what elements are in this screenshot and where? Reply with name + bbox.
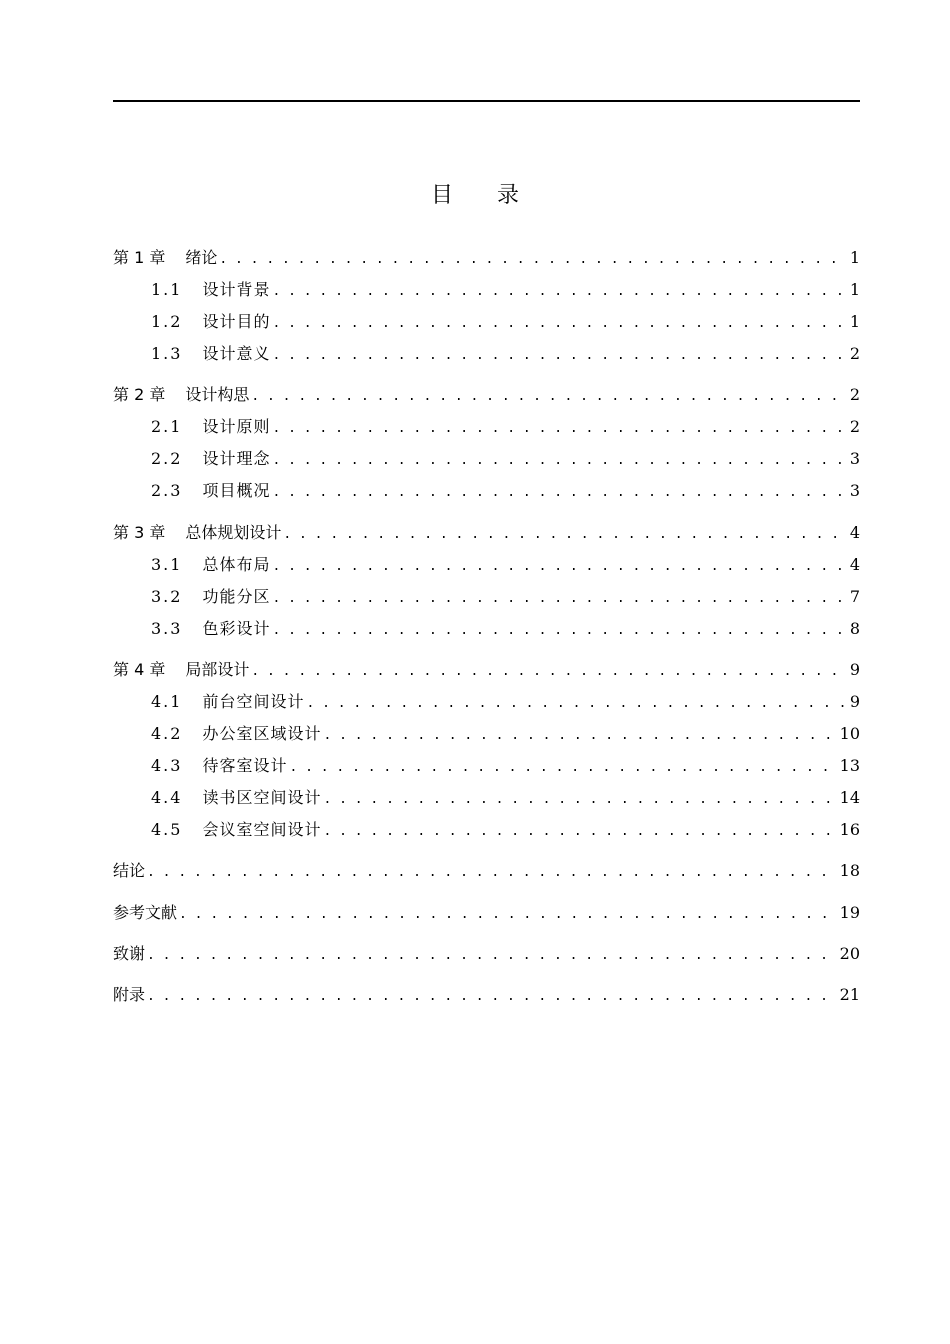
toc-entry-label: 局部设计 bbox=[185, 660, 250, 679]
toc-entry-label: 总体规划设计 bbox=[185, 523, 282, 542]
toc-entry-label: 设计原则 bbox=[202, 417, 271, 436]
toc-entry-page: 10 bbox=[839, 724, 860, 743]
toc-entry-number: 4.2 bbox=[151, 724, 183, 743]
toc-entry-page: 21 bbox=[839, 985, 860, 1004]
toc-entry-number: 3.3 bbox=[151, 619, 183, 638]
toc-entry-number: 2.2 bbox=[151, 449, 183, 468]
toc-entry-page: 18 bbox=[839, 861, 860, 880]
toc-entry[interactable] bbox=[113, 521, 860, 545]
toc-entry[interactable] bbox=[113, 690, 860, 714]
toc-entry-page: 16 bbox=[839, 820, 860, 839]
toc-entry[interactable] bbox=[113, 310, 860, 334]
toc-entry-page: 14 bbox=[839, 788, 860, 807]
toc-entry-number: 4.1 bbox=[151, 692, 183, 711]
toc-leader-dots bbox=[272, 619, 847, 643]
toc-leader-dots bbox=[147, 985, 838, 1009]
toc-entry-page: 8 bbox=[849, 619, 860, 638]
toc-entry[interactable] bbox=[113, 658, 860, 682]
toc-entry-label: 结论 bbox=[113, 861, 146, 880]
toc-entry-number: 4.3 bbox=[151, 756, 183, 775]
toc-entry[interactable] bbox=[113, 901, 860, 925]
toc-entry-page: 13 bbox=[839, 756, 860, 775]
toc-entry-label: 设计目的 bbox=[202, 312, 271, 331]
toc-entry-label: 致谢 bbox=[113, 944, 146, 963]
toc-entry[interactable] bbox=[113, 383, 860, 407]
toc-title: 目 录 bbox=[430, 183, 519, 208]
toc-entry-page: 4 bbox=[849, 555, 860, 574]
toc-entry-number: 4.5 bbox=[151, 820, 183, 839]
toc-entry-label: 项目概况 bbox=[202, 481, 271, 500]
toc-entry-page: 3 bbox=[849, 449, 860, 468]
toc-entry-page: 9 bbox=[849, 660, 860, 679]
toc-leader-dots bbox=[272, 481, 847, 505]
toc-entry[interactable] bbox=[113, 942, 860, 966]
toc-entry-label: 设计意义 bbox=[202, 344, 271, 363]
toc-entry-label: 读书区空间设计 bbox=[202, 788, 322, 807]
toc-entry[interactable] bbox=[113, 415, 860, 439]
toc-entry[interactable] bbox=[113, 617, 860, 641]
toc-entry-label: 绪论 bbox=[185, 248, 218, 267]
toc-leader-dots bbox=[283, 523, 847, 547]
toc-leader-dots bbox=[179, 903, 838, 927]
toc-entry[interactable] bbox=[113, 447, 860, 471]
toc-leader-dots bbox=[219, 248, 847, 272]
toc-leader-dots bbox=[272, 555, 847, 579]
toc-entry-number: 第 1 章 bbox=[113, 248, 166, 267]
toc-entry[interactable] bbox=[113, 818, 860, 842]
toc-leader-dots bbox=[323, 820, 837, 844]
toc-entry-label: 办公室区域设计 bbox=[202, 724, 322, 743]
toc-entry-label: 设计背景 bbox=[202, 280, 271, 299]
toc-entry-page: 2 bbox=[849, 344, 860, 363]
toc-leader-dots bbox=[272, 417, 847, 441]
toc-leader-dots bbox=[251, 385, 847, 409]
toc-entry-page: 20 bbox=[839, 944, 860, 963]
toc-entry-label: 前台空间设计 bbox=[202, 692, 305, 711]
toc-entry[interactable] bbox=[113, 722, 860, 746]
toc-leader-dots bbox=[272, 312, 847, 336]
toc-entry-number: 3.1 bbox=[151, 555, 183, 574]
toc-leader-dots bbox=[323, 724, 837, 748]
toc-entry-label: 会议室空间设计 bbox=[202, 820, 322, 839]
toc-entry-number: 1.3 bbox=[151, 344, 183, 363]
toc-leader-dots bbox=[272, 280, 847, 304]
toc-entry-number: 4.4 bbox=[151, 788, 183, 807]
toc-entry-number: 第 4 章 bbox=[113, 660, 166, 679]
toc-entry-page: 4 bbox=[849, 523, 860, 542]
toc-entry-label: 色彩设计 bbox=[202, 619, 271, 638]
toc-entry[interactable] bbox=[113, 342, 860, 366]
toc-entry-number: 第 3 章 bbox=[113, 523, 166, 542]
toc-entry-label: 功能分区 bbox=[202, 587, 271, 606]
toc-entry-page: 1 bbox=[849, 312, 860, 331]
toc-entry-page: 2 bbox=[849, 385, 860, 404]
toc-entry-page: 19 bbox=[839, 903, 860, 922]
toc-entry-label: 待客室设计 bbox=[202, 756, 288, 775]
toc-entry-page: 2 bbox=[849, 417, 860, 436]
toc-entry[interactable] bbox=[113, 479, 860, 503]
header-rule bbox=[113, 100, 860, 102]
toc-leader-dots bbox=[251, 660, 847, 684]
toc-entry-page: 1 bbox=[849, 248, 860, 267]
toc-leader-dots bbox=[272, 344, 847, 368]
toc-entry-page: 7 bbox=[849, 587, 860, 606]
toc-leader-dots bbox=[306, 692, 847, 716]
toc-entry[interactable] bbox=[113, 246, 860, 270]
toc-entry-number: 第 2 章 bbox=[113, 385, 166, 404]
toc-entry-label: 总体布局 bbox=[202, 555, 271, 574]
toc-entry-label: 附录 bbox=[113, 985, 146, 1004]
toc-leader-dots bbox=[272, 587, 847, 611]
toc-entry[interactable] bbox=[113, 553, 860, 577]
toc-leader-dots bbox=[323, 788, 837, 812]
toc-entry-number: 2.1 bbox=[151, 417, 183, 436]
toc-entry-number: 3.2 bbox=[151, 587, 183, 606]
toc-entry-page: 9 bbox=[849, 692, 860, 711]
toc-leader-dots bbox=[147, 861, 838, 885]
toc-entry[interactable] bbox=[113, 585, 860, 609]
toc-entry[interactable] bbox=[113, 754, 860, 778]
toc-entry-label: 设计构思 bbox=[185, 385, 250, 404]
toc-leader-dots bbox=[289, 756, 837, 780]
toc-leader-dots bbox=[147, 944, 838, 968]
toc-leader-dots bbox=[272, 449, 847, 473]
toc-entry-number: 2.3 bbox=[151, 481, 183, 500]
toc-entry[interactable] bbox=[113, 786, 860, 810]
toc-entry-page: 3 bbox=[849, 481, 860, 500]
toc-entry-number: 1.2 bbox=[151, 312, 183, 331]
toc-entry-page: 1 bbox=[849, 280, 860, 299]
toc-entry-label: 参考文献 bbox=[113, 903, 178, 922]
toc-entry-number: 1.1 bbox=[151, 280, 183, 299]
toc-entry[interactable] bbox=[113, 278, 860, 302]
toc-entry[interactable] bbox=[113, 983, 860, 1007]
toc-entry[interactable] bbox=[113, 859, 860, 883]
toc-entry-label: 设计理念 bbox=[202, 449, 271, 468]
